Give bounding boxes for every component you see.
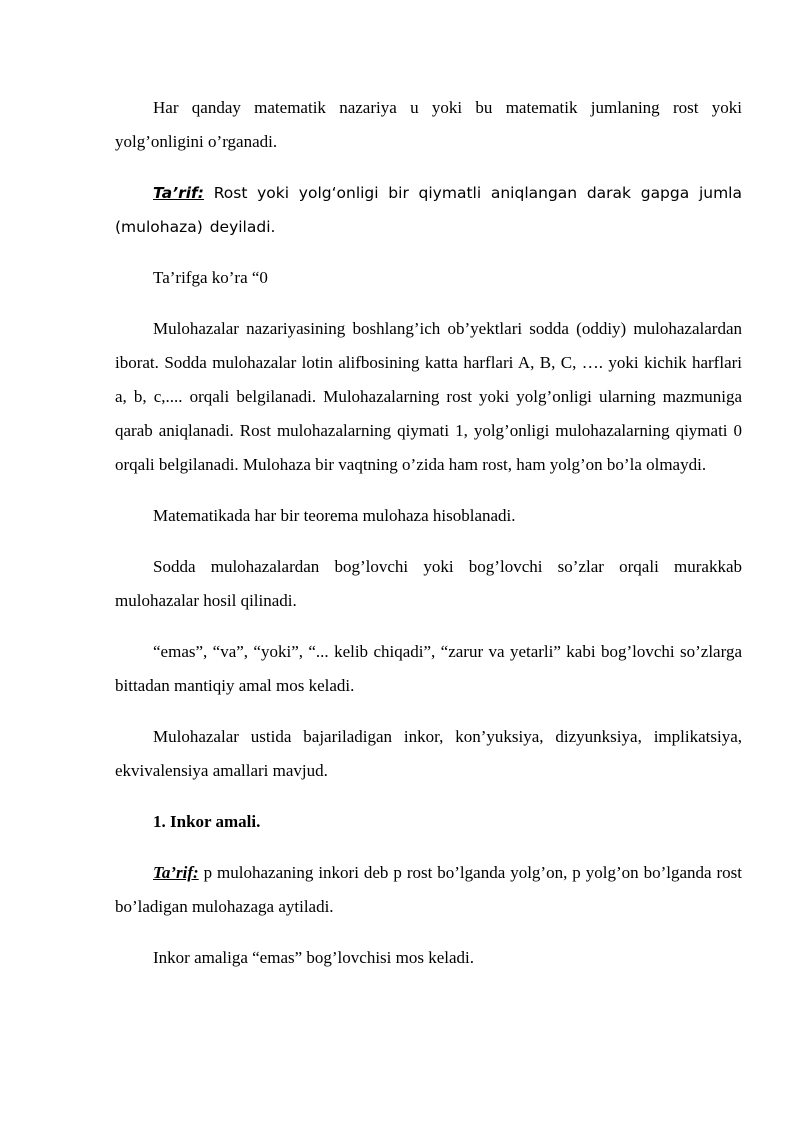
section-heading-negation: 1. Inkor amali.: [153, 812, 261, 831]
paragraph-definition-statement: [115, 176, 742, 244]
paragraph-theorem: Matematikada har bir teorema mulohaza hisoblanadi.: [153, 506, 516, 525]
paragraph-compound-statements: Sodda mulohazalardan bog’lovchi yoki bog’lovchi so’zlar orqali murakkab mulohazalar hosil qilinadi.: [115, 557, 742, 610]
definition-text: Rost yoki yolg‘onligi bir qiymatli aniqlangan darak gapga jumla (mulohaza) deyiladi.: [115, 184, 742, 236]
paragraph-operations: Mulohazalar ustida bajariladigan inkor, kon’yuksiya, dizyunksiya, implikatsiya, ekvivalensiya amallari mavjud.: [115, 727, 742, 780]
document-page: [115, 91, 742, 992]
paragraph-negation-definition: [115, 856, 742, 924]
paragraph-simple-statements: Mulohazalar nazariyasining boshlang’ich ob’yektlari sodda (oddiy) mulohazalardan iborat. Sodda mulohazalar lotin alifbosining katta harflari A, B, C, …. yoki kichik harflari a, b, c,.... orqali belgilanadi. Mulohazalarning rost yoki yolg’onligi ularning mazmuniga qarab aniqlanadi. Rost mulohazalarning qiymati 1, yolg’onligi mulohazalarning qiymati 0 orqali belgilanadi. Mulohaza bir vaqtning o’zida ham rost, ham yolg’on bo’la olmaydi.: [115, 319, 742, 474]
definition-term: Ta’rif:: [153, 863, 199, 882]
paragraph-according-definition: Ta’rifga ko’ra “0: [153, 268, 268, 287]
paragraph-negation-connective: Inkor amaliga “emas” bog’lovchisi mos keladi.: [153, 948, 475, 967]
definition-term: Ta’rif:: [153, 184, 204, 202]
paragraph-connectives: “emas”, “va”, “yoki”, “... kelib chiqadi”, “zarur va yetarli” kabi bog’lovchi so’zlarga bittadan mantiqiy amal mos keladi.: [115, 642, 742, 695]
paragraph-intro: Har qanday matematik nazariya u yoki bu matematik jumlaning rost yoki yolg’onligini o’rganadi.: [115, 98, 742, 151]
definition-text: p mulohazaning inkori deb p rost bo’lganda yolg’on, p yolg’on bo’lganda rost bo’ladigan mulohazaga aytiladi.: [115, 863, 742, 916]
